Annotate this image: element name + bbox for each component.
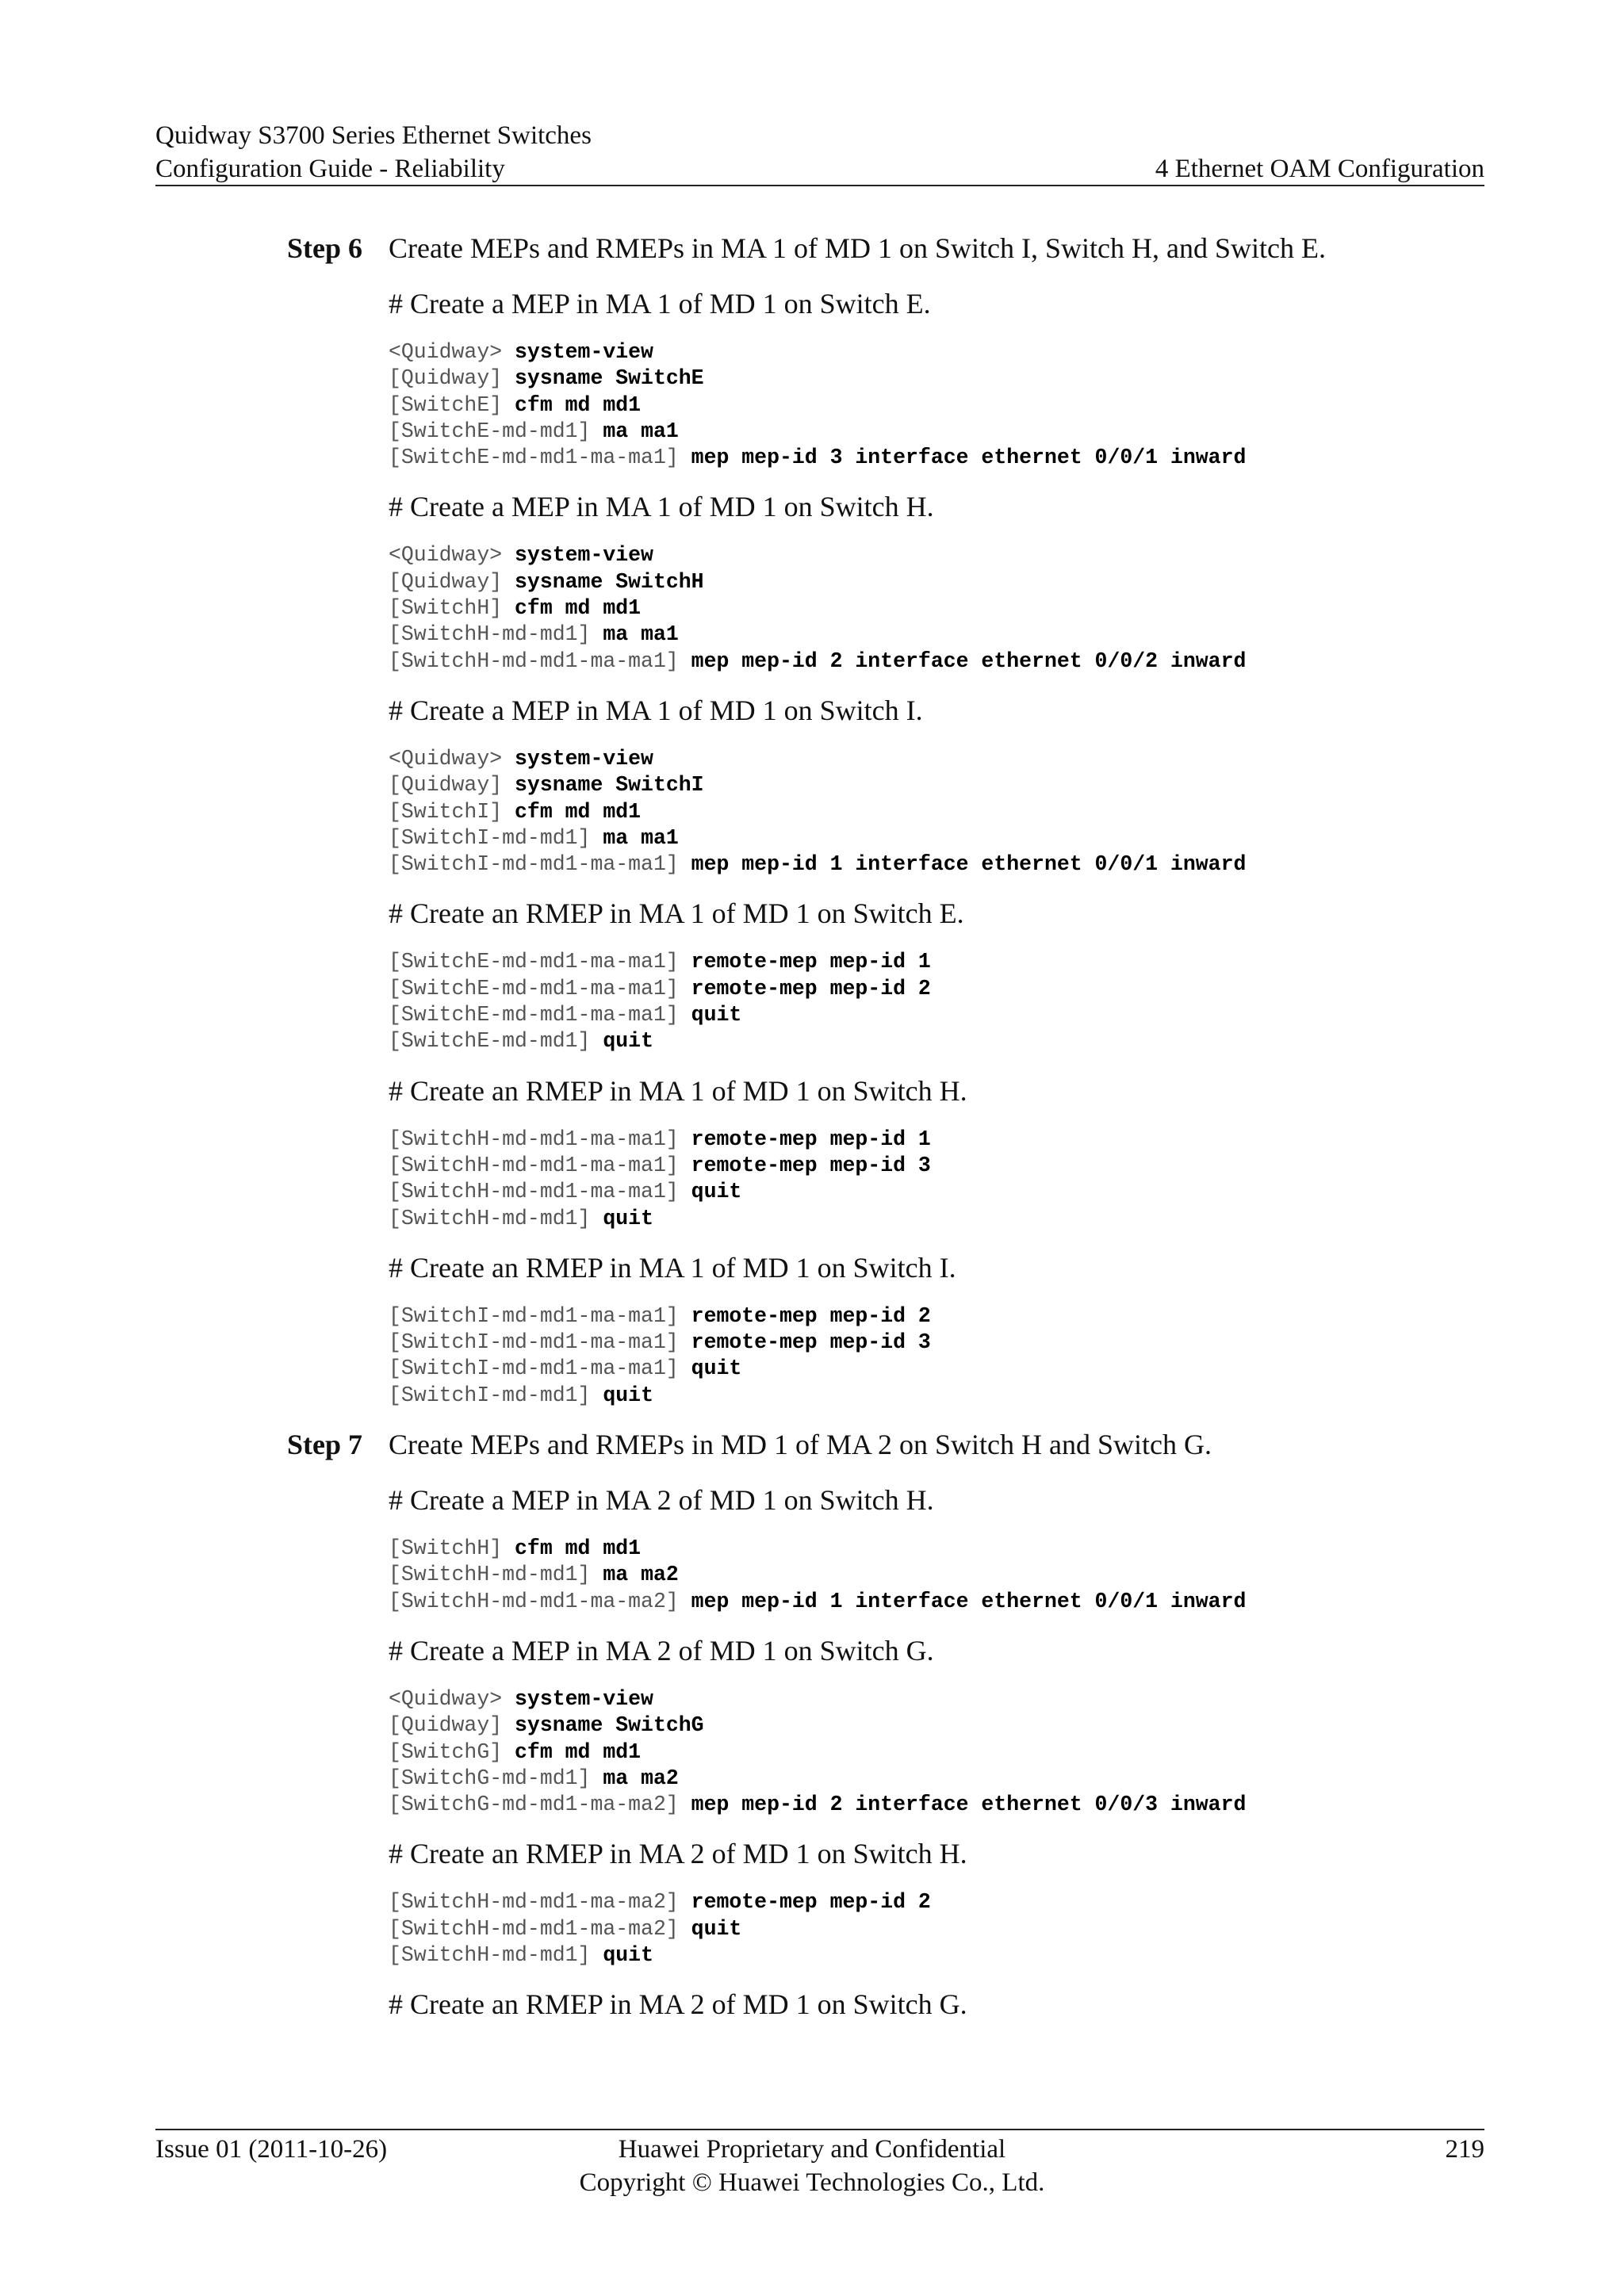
cli-command: sysname SwitchI — [515, 773, 704, 798]
cli-prompt: [Quidway] — [389, 569, 503, 594]
code-line — [389, 1127, 1624, 1153]
instruction-paragraph: # Create a MEP in MA 1 of MD 1 on Switch E. — [389, 288, 931, 320]
code-line — [389, 1942, 1624, 1969]
code-line — [389, 1153, 1624, 1179]
step-heading — [0, 1426, 1624, 1463]
code-line — [389, 1206, 1624, 1232]
cli-prompt: [SwitchH-md-md1-ma-ma2] — [389, 1589, 679, 1613]
step-heading — [0, 230, 1624, 266]
code-line — [389, 1889, 1624, 1915]
cli-prompt: [SwitchE-md-md1] — [389, 1029, 591, 1054]
cli-prompt: [SwitchH-md-md1-ma-ma2] — [389, 1916, 679, 1941]
cli-prompt: [SwitchE-md-md1-ma-ma1] — [389, 950, 679, 974]
header-product-title: Quidway S3700 Series Ethernet Switches — [155, 121, 592, 150]
code-line — [389, 976, 1624, 1002]
code-block — [0, 949, 1624, 1054]
cli-command: remote-mep mep-id 2 — [691, 976, 931, 1001]
cli-command: system-view — [515, 746, 653, 771]
cli-command: system-view — [515, 543, 653, 568]
cli-command: cfm md md1 — [515, 1536, 642, 1561]
code-line — [389, 1712, 1624, 1739]
code-line — [389, 825, 1624, 851]
cli-prompt: [SwitchE-md-md1-ma-ma1] — [389, 446, 679, 470]
code-line — [389, 649, 1624, 675]
cli-prompt: [SwitchH] — [389, 1536, 503, 1561]
cli-prompt: [SwitchE-md-md1-ma-ma1] — [389, 1003, 679, 1027]
cli-prompt: <Quidway> — [389, 340, 503, 364]
cli-prompt: [SwitchH-md-md1-ma-ma2] — [389, 1890, 679, 1915]
footer-confidential: Huawei Proprietary and Confidential — [618, 2135, 1006, 2164]
cli-prompt: [SwitchH] — [389, 596, 503, 621]
cli-prompt: [SwitchI-md-md1-ma-ma1] — [389, 1303, 679, 1328]
footer-issue: Issue 01 (2011-10-26) — [155, 2135, 388, 2164]
cli-prompt: [SwitchH-md-md1-ma-ma1] — [389, 1153, 679, 1177]
code-block — [0, 746, 1624, 878]
cli-prompt: [SwitchE-md-md1-ma-ma1] — [389, 976, 679, 1001]
footer-divider — [155, 2129, 1484, 2130]
cli-prompt: [SwitchH-md-md1] — [389, 1942, 591, 1967]
cli-command: remote-mep mep-id 3 — [691, 1330, 931, 1355]
cli-command: ma ma1 — [603, 622, 679, 647]
cli-command: ma ma1 — [603, 419, 679, 443]
code-line — [389, 365, 1624, 392]
cli-prompt: [Quidway] — [389, 1713, 503, 1738]
code-line — [389, 1766, 1624, 1792]
code-line — [389, 772, 1624, 798]
code-line — [389, 1589, 1624, 1615]
cli-command: mep mep-id 3 interface ethernet 0/0/1 inward — [691, 446, 1247, 470]
cli-command: ma ma2 — [603, 1563, 679, 1587]
code-line — [389, 622, 1624, 648]
step-text: Create MEPs and RMEPs in MD 1 of MA 2 on Switch H and Switch G. — [389, 1429, 1212, 1461]
cli-prompt: [SwitchH-md-md1-ma-ma1] — [389, 1127, 679, 1151]
cli-command: mep mep-id 1 interface ethernet 0/0/1 inward — [691, 852, 1247, 877]
code-line — [389, 419, 1624, 445]
instruction-paragraph: # Create an RMEP in MA 2 of MD 1 on Switch H. — [389, 1838, 967, 1870]
code-line — [389, 1356, 1624, 1382]
cli-prompt: [SwitchH-md-md1] — [389, 622, 591, 647]
code-line — [389, 1303, 1624, 1330]
instruction-paragraph: # Create an RMEP in MA 1 of MD 1 on Switch E. — [389, 897, 964, 930]
code-line — [389, 1686, 1624, 1712]
cli-command: quit — [603, 1383, 653, 1407]
code-line — [389, 1562, 1624, 1588]
code-line — [389, 746, 1624, 772]
cli-prompt: [SwitchG-md-md1] — [389, 1766, 591, 1790]
header-divider — [155, 185, 1484, 186]
cli-command: remote-mep mep-id 1 — [691, 1127, 931, 1151]
header-chapter-title: 4 Ethernet OAM Configuration — [1155, 155, 1484, 183]
cli-prompt: [SwitchI] — [389, 799, 503, 824]
code-line — [389, 542, 1624, 568]
cli-command: mep mep-id 2 interface ethernet 0/0/3 inward — [691, 1793, 1247, 1817]
footer-notice — [0, 2133, 1624, 2199]
code-block — [0, 1686, 1624, 1818]
code-line — [389, 339, 1624, 365]
cli-command: remote-mep mep-id 3 — [691, 1153, 931, 1177]
cli-command: quit — [691, 1180, 742, 1204]
cli-command: sysname SwitchG — [515, 1713, 704, 1738]
cli-command: mep mep-id 1 interface ethernet 0/0/1 inward — [691, 1589, 1247, 1613]
cli-command: cfm md md1 — [515, 392, 642, 417]
cli-prompt: [SwitchG-md-md1-ma-ma2] — [389, 1793, 679, 1817]
cli-command: cfm md md1 — [515, 1739, 642, 1764]
code-line — [389, 392, 1624, 419]
code-line — [389, 1330, 1624, 1356]
cli-command: mep mep-id 2 interface ethernet 0/0/2 inward — [691, 649, 1247, 673]
cli-command: remote-mep mep-id 2 — [691, 1890, 931, 1915]
code-block — [0, 1889, 1624, 1969]
code-block — [0, 1536, 1624, 1615]
document-body — [0, 230, 1624, 2040]
instruction-paragraph: # Create an RMEP in MA 1 of MD 1 on Switch I. — [389, 1251, 956, 1284]
code-line — [389, 1792, 1624, 1818]
code-line — [389, 445, 1624, 471]
cli-command: sysname SwitchE — [515, 366, 704, 391]
code-line — [389, 1916, 1624, 1942]
cli-command: quit — [691, 1916, 742, 1941]
code-line — [389, 595, 1624, 622]
step-label: Step 6 — [287, 232, 363, 264]
cli-prompt: [Quidway] — [389, 366, 503, 391]
instruction-paragraph: # Create a MEP in MA 2 of MD 1 on Switch H. — [389, 1484, 934, 1517]
cli-prompt: [SwitchI-md-md1] — [389, 1383, 591, 1407]
instruction-paragraph: # Create a MEP in MA 2 of MD 1 on Switch G. — [389, 1634, 934, 1667]
cli-prompt: <Quidway> — [389, 1686, 503, 1711]
cli-prompt: [SwitchI-md-md1-ma-ma1] — [389, 1357, 679, 1381]
page-number: 219 — [1445, 2135, 1484, 2164]
code-line — [389, 1179, 1624, 1205]
page-header-title — [155, 119, 592, 186]
header-guide-title: Configuration Guide - Reliability — [155, 155, 505, 183]
cli-prompt: [SwitchG] — [389, 1739, 503, 1764]
code-line — [389, 949, 1624, 975]
code-line — [389, 1028, 1624, 1054]
code-line — [389, 851, 1624, 878]
cli-prompt: [SwitchH-md-md1] — [389, 1563, 591, 1587]
cli-command: ma ma1 — [603, 825, 679, 850]
code-block — [0, 339, 1624, 471]
step-label: Step 7 — [287, 1429, 363, 1461]
cli-command: quit — [603, 1942, 653, 1967]
cli-prompt: [SwitchI-md-md1-ma-ma1] — [389, 1330, 679, 1355]
cli-prompt: [SwitchI-md-md1] — [389, 825, 591, 850]
instruction-paragraph: # Create a MEP in MA 1 of MD 1 on Switch H. — [389, 491, 934, 523]
cli-command: remote-mep mep-id 2 — [691, 1303, 931, 1328]
cli-prompt: <Quidway> — [389, 746, 503, 771]
cli-prompt: [SwitchE-md-md1] — [389, 419, 591, 443]
cli-command: quit — [691, 1003, 742, 1027]
cli-prompt: [SwitchH-md-md1-ma-ma1] — [389, 649, 679, 673]
code-line — [389, 1002, 1624, 1028]
code-line — [389, 799, 1624, 825]
cli-command: ma ma2 — [603, 1766, 679, 1790]
code-block — [0, 1303, 1624, 1409]
instruction-paragraph: # Create an RMEP in MA 2 of MD 1 on Switch G. — [389, 1988, 967, 2021]
instruction-paragraph: # Create an RMEP in MA 1 of MD 1 on Switch H. — [389, 1074, 967, 1107]
instruction-paragraph: # Create a MEP in MA 1 of MD 1 on Switch I. — [389, 694, 923, 726]
cli-command: cfm md md1 — [515, 799, 642, 824]
cli-command: system-view — [515, 1686, 653, 1711]
code-block — [0, 1127, 1624, 1232]
cli-prompt: <Quidway> — [389, 543, 503, 568]
code-line — [389, 1536, 1624, 1562]
code-line — [389, 1383, 1624, 1409]
cli-prompt: [SwitchI-md-md1-ma-ma1] — [389, 852, 679, 877]
code-block — [0, 542, 1624, 674]
cli-prompt: [SwitchH-md-md1] — [389, 1206, 591, 1230]
code-line — [389, 569, 1624, 595]
cli-prompt: [SwitchH-md-md1-ma-ma1] — [389, 1180, 679, 1204]
cli-command: system-view — [515, 340, 653, 364]
cli-command: sysname SwitchH — [515, 569, 704, 594]
cli-command: cfm md md1 — [515, 596, 642, 621]
cli-prompt: [Quidway] — [389, 773, 503, 798]
code-line — [389, 1739, 1624, 1766]
step-text: Create MEPs and RMEPs in MA 1 of MD 1 on Switch I, Switch H, and Switch E. — [389, 232, 1326, 264]
cli-command: quit — [603, 1029, 653, 1054]
cli-command: quit — [691, 1357, 742, 1381]
footer-copyright: Copyright © Huawei Technologies Co., Ltd. — [579, 2168, 1045, 2197]
cli-prompt: [SwitchE] — [389, 392, 503, 417]
cli-command: remote-mep mep-id 1 — [691, 950, 931, 974]
cli-command: quit — [603, 1206, 653, 1230]
